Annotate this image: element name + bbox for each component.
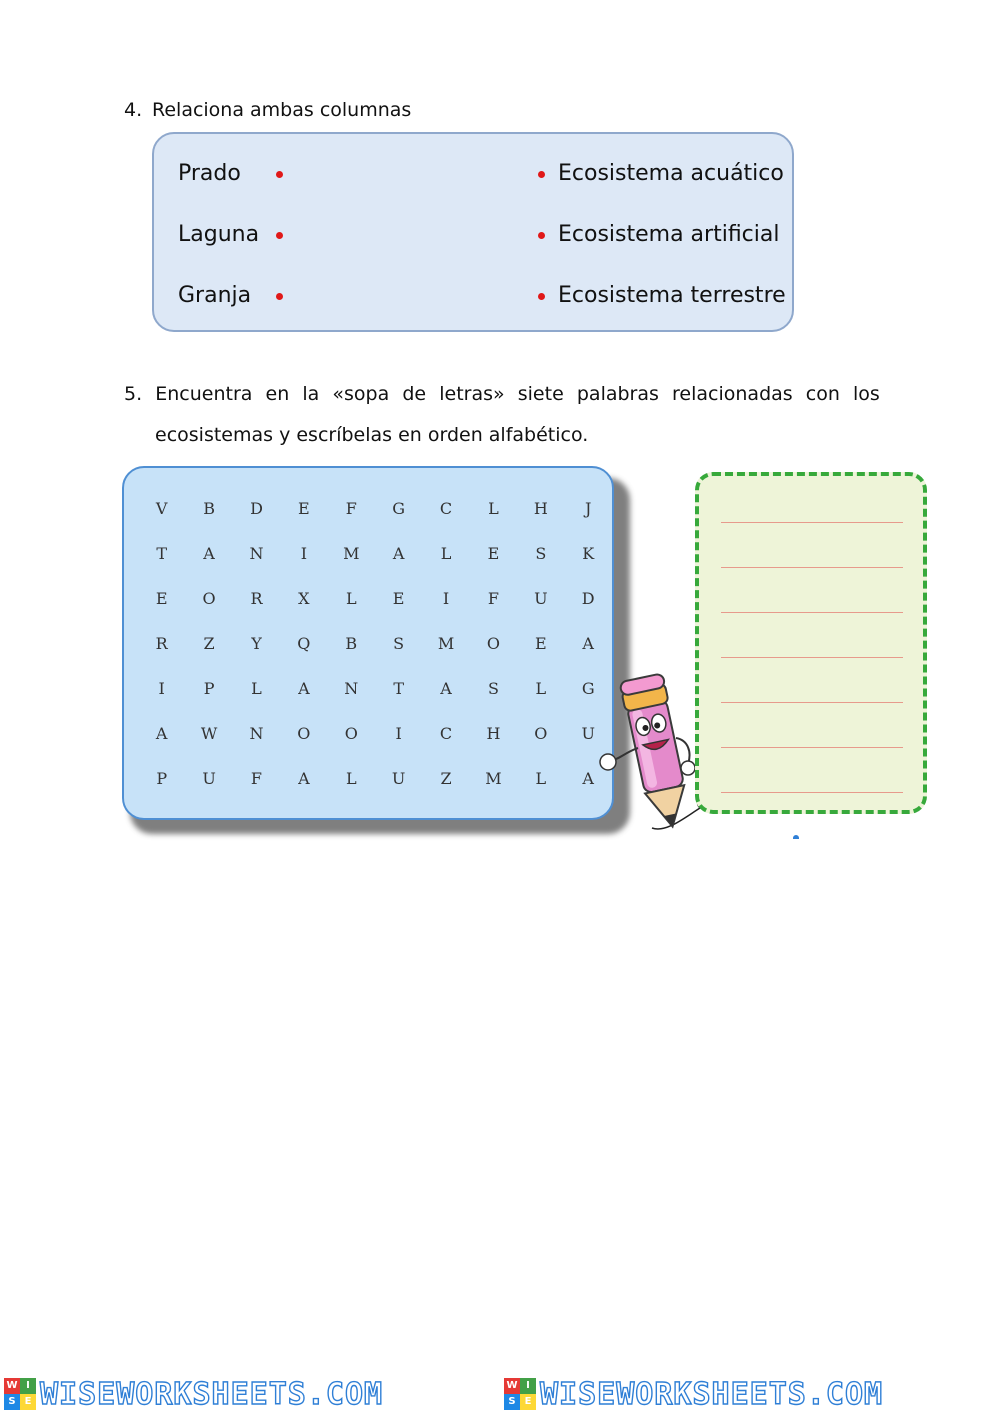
answer-box	[695, 472, 927, 814]
instruction-word: palabras	[576, 383, 659, 405]
grid-letter[interactable]: D	[581, 589, 595, 608]
exercise-5-instruction	[124, 383, 880, 446]
wiseworksheets-logo-icon	[504, 1378, 536, 1410]
left-term: Granja	[178, 283, 252, 308]
instruction-word: siete	[517, 383, 564, 405]
answer-line[interactable]	[721, 522, 903, 523]
grid-letter[interactable]: B	[345, 634, 358, 653]
grid-letter[interactable]: I	[442, 589, 450, 608]
grid-letter[interactable]: E	[487, 544, 500, 563]
answer-line[interactable]	[721, 702, 903, 703]
instruction-word: Encuentra	[155, 383, 253, 405]
left-connector-dot[interactable]	[276, 232, 283, 239]
grid-letter[interactable]: U	[534, 589, 548, 608]
logo-letter: W	[504, 1378, 520, 1394]
match-row	[154, 276, 792, 316]
grid-letter[interactable]: E	[298, 499, 310, 518]
answer-line[interactable]	[721, 612, 903, 613]
exercise-5-number: 5.	[124, 383, 143, 405]
answer-line[interactable]	[721, 567, 903, 568]
grid-letter[interactable]: L	[345, 769, 357, 788]
grid-letter[interactable]: O	[297, 724, 311, 743]
instruction-word: «sopa	[332, 383, 390, 405]
grid-letter[interactable]: A	[582, 769, 594, 788]
grid-letter[interactable]: A	[582, 634, 594, 653]
right-connector-dot[interactable]	[538, 171, 545, 178]
logo-letter: W	[4, 1378, 20, 1394]
instruction-word: de	[402, 383, 427, 405]
instruction-word: la	[302, 383, 320, 405]
instruction-word: relacionadas	[672, 383, 793, 405]
right-term: Ecosistema terrestre	[558, 283, 786, 308]
exercise-4-title	[124, 99, 411, 121]
grid-letter[interactable]: O	[202, 589, 216, 608]
grid-letter[interactable]: U	[202, 769, 216, 788]
grid-letter[interactable]: E	[392, 589, 405, 608]
grid-letter[interactable]: I	[300, 544, 308, 563]
grid-letter[interactable]: G	[581, 679, 595, 698]
logo-letter: S	[4, 1394, 20, 1410]
grid-letter[interactable]: G	[392, 499, 406, 518]
grid-letter[interactable]: N	[249, 724, 264, 743]
logo-letter: I	[520, 1378, 536, 1394]
grid-letter[interactable]: N	[344, 679, 359, 698]
grid-letter[interactable]: M	[343, 544, 360, 563]
grid-letter[interactable]: S	[487, 679, 499, 698]
grid-letter[interactable]: A	[155, 724, 168, 743]
grid-letter[interactable]: Z	[203, 634, 215, 653]
instruction-line-1	[124, 383, 880, 405]
grid-letter[interactable]: A	[203, 544, 215, 563]
grid-letter[interactable]: J	[585, 499, 592, 518]
grid-letter[interactable]: X	[298, 589, 310, 608]
grid-letter[interactable]: L	[488, 499, 499, 518]
grid-letter[interactable]: S	[535, 544, 547, 563]
right-connector-dot[interactable]	[538, 293, 545, 300]
instruction-word: con	[805, 383, 840, 405]
grid-letter[interactable]: A	[392, 544, 405, 563]
grid-letter[interactable]: A	[298, 679, 310, 698]
grid-letter[interactable]: N	[249, 544, 264, 563]
watermark-group	[4, 1376, 383, 1412]
grid-letter[interactable]: O	[534, 724, 548, 743]
match-row	[154, 154, 792, 194]
word-search-box	[122, 466, 614, 820]
grid-letter[interactable]: L	[535, 769, 547, 788]
answer-line[interactable]	[721, 792, 903, 793]
right-connector-dot[interactable]	[538, 232, 545, 239]
grid-letter[interactable]: B	[203, 499, 215, 518]
grid-letter[interactable]: F	[250, 769, 263, 788]
grid-letter[interactable]: U	[581, 724, 595, 743]
grid-letter[interactable]: M	[437, 634, 455, 653]
instruction-word: en	[265, 383, 290, 405]
grid-letter[interactable]: H	[533, 499, 548, 518]
exercise-4-instruction: Relaciona ambas columnas	[152, 99, 412, 121]
word-search-grid	[138, 494, 612, 809]
grid-letter[interactable]: L	[345, 589, 357, 608]
logo-letter: I	[20, 1378, 36, 1394]
grid-letter[interactable]: M	[485, 769, 502, 788]
instruction-word: los	[853, 383, 880, 405]
grid-letter[interactable]: E	[155, 589, 168, 608]
grid-letter[interactable]: T	[393, 679, 404, 698]
grid-letter[interactable]: T	[156, 544, 168, 563]
grid-letter[interactable]: L	[251, 679, 262, 698]
left-term: Prado	[178, 161, 241, 186]
grid-letter[interactable]: F	[345, 499, 357, 518]
left-connector-dot[interactable]	[276, 171, 283, 178]
grid-letter[interactable]: C	[439, 724, 453, 743]
right-term: Ecosistema acuático	[558, 161, 784, 186]
grid-letter[interactable]: R	[250, 589, 263, 608]
grid-letter[interactable]: V	[155, 499, 168, 518]
logo-letter: S	[504, 1394, 520, 1410]
left-term: Laguna	[178, 222, 260, 247]
grid-letter[interactable]: Z	[440, 769, 452, 788]
grid-letter[interactable]: P	[156, 769, 168, 788]
right-term: Ecosistema artificial	[558, 222, 780, 247]
grid-letter[interactable]: I	[158, 679, 165, 698]
grid-letter[interactable]: W	[200, 724, 218, 743]
exercise-4-number: 4.	[124, 99, 143, 121]
grid-letter[interactable]: O	[344, 724, 358, 743]
grid-letter[interactable]: K	[582, 544, 595, 563]
left-connector-dot[interactable]	[276, 293, 283, 300]
grid-letter[interactable]: E	[534, 634, 547, 653]
logo-letter: E	[520, 1394, 536, 1410]
decorative-dot	[793, 835, 799, 839]
instruction-line-2: ecosistemas y escríbelas en orden alfabético.	[155, 424, 589, 446]
grid-letter[interactable]: L	[535, 679, 547, 698]
grid-letter[interactable]: I	[395, 724, 402, 743]
grid-letter[interactable]: D	[250, 499, 263, 518]
grid-letter[interactable]: Y	[251, 634, 262, 653]
grid-letter[interactable]: F	[487, 589, 499, 608]
grid-letter[interactable]: U	[391, 769, 406, 788]
watermark-text: WISEWORKSHEETS.COM	[540, 1376, 884, 1412]
answer-line[interactable]	[721, 657, 903, 658]
grid-letter[interactable]: P	[203, 679, 215, 698]
grid-letter[interactable]: R	[155, 634, 168, 653]
watermark-group	[504, 1376, 883, 1412]
instruction-word: letras»	[439, 383, 505, 405]
grid-letter[interactable]: L	[440, 544, 452, 563]
grid-letter[interactable]: O	[486, 634, 500, 653]
grid-letter[interactable]: C	[439, 499, 453, 518]
grid-letter[interactable]: A	[298, 769, 310, 788]
watermark-text: WISEWORKSHEETS.COM	[40, 1376, 384, 1412]
grid-letter[interactable]: H	[486, 724, 501, 743]
wiseworksheets-logo-icon	[4, 1378, 36, 1410]
matching-box	[152, 132, 794, 332]
logo-letter: E	[20, 1394, 36, 1410]
grid-letter[interactable]: Q	[297, 634, 311, 653]
grid-letter[interactable]: A	[440, 679, 452, 698]
grid-letter[interactable]: S	[393, 634, 405, 653]
answer-line[interactable]	[721, 747, 903, 748]
match-row	[154, 215, 792, 255]
footer-watermark	[0, 1376, 1000, 1412]
